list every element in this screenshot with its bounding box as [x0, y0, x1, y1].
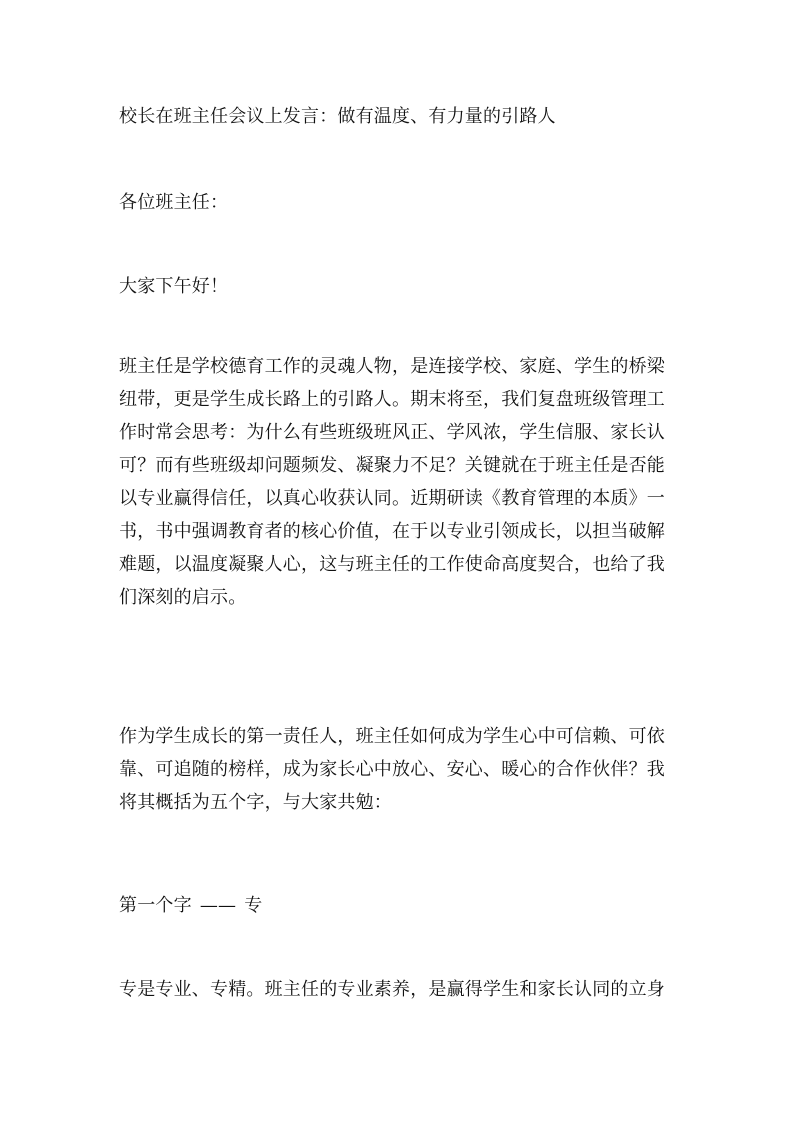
greeting: 大家下午好！ — [119, 276, 229, 297]
section-heading-dash: —— — [199, 895, 237, 916]
section-heading-prefix: 第一个字 — [119, 895, 192, 916]
body-paragraph-1: 班主任是学校德育工作的灵魂人物，是连接学校、家庭、学生的桥梁纽带，更是学生成长路上的引路人。期末将至，我们复盘班级管理工作时常会思考：为什么有些班级班风正、学风浓，学生信服、家长认可？而有些班级却问题频发、凝聚力不足？关键就在于班主任是否能以专业赢得信任，以真心收获认同。近期研读《教育管理的本质》一书，书中强调教育者的核心价值，在于以专业引领成长，以担当破解难题，以温度凝聚人心，这与班主任的工作使命高度契合，也给了我们深刻的启示。 — [119, 356, 665, 608]
section-paragraph: 专是专业、专精。班主任的专业素养，是赢得学生和家长认同的立身 — [119, 979, 665, 1000]
section-heading-word: 专 — [244, 895, 263, 916]
document-title: 校长在班主任会议上发言：做有温度、有力量的引路人 — [119, 106, 556, 127]
salutation: 各位班主任： — [119, 192, 229, 213]
section-heading — [119, 889, 679, 922]
body-paragraph-2: 作为学生成长的第一责任人，班主任如何成为学生心中可信赖、可依靠、可追随的榜样，成为家长心中放心、安心、暖心的合作伙伴？我将其概括为五个字，与大家共勉： — [119, 726, 665, 813]
